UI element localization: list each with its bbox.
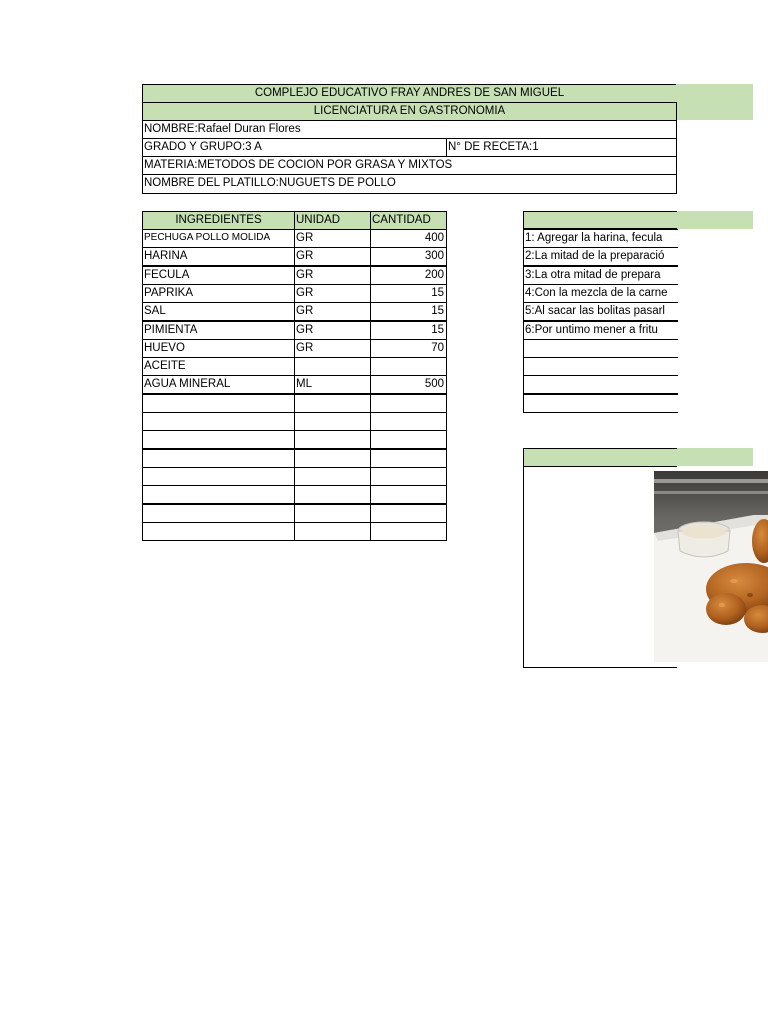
ingredient-unit [294,394,371,413]
ingredient-unit: GR [294,302,371,321]
procedure-step [523,375,678,394]
ingredient-name [142,412,295,431]
col-header-quantity: CANTIDAD [370,211,447,230]
ingredient-quantity: 15 [370,302,447,321]
ingredient-unit [294,412,371,431]
ingredient-name: FECULA [142,266,295,285]
ingredient-unit: GR [294,247,371,266]
procedure-step: 5:Al sacar las bolitas pasarl [523,302,678,321]
subject: MATERIA:METODOS DE COCION POR GRASA Y MIXTOS [142,156,677,175]
photo-header-line [523,466,677,467]
ingredient-unit [294,504,371,523]
ingredient-quantity [370,357,447,376]
ingredient-quantity: 70 [370,339,447,358]
ingredient-unit: GR [294,229,371,248]
ingredient-quantity [370,449,447,468]
ingredient-unit [294,449,371,468]
ingredient-name: PECHUGA POLLO MOLIDA [142,229,295,248]
ingredient-name: SAL [142,302,295,321]
ingredient-unit [294,467,371,486]
col-header-unit: UNIDAD [294,211,371,230]
procedure-step: 6:Por untimo mener a fritu [523,321,678,340]
ingredient-name: HARINA [142,247,295,266]
ingredient-name [142,394,295,413]
ingredient-quantity: 500 [370,375,447,394]
student-name: NOMBRE:Rafael Duran Flores [142,120,677,139]
ingredient-quantity [370,522,447,541]
procedure-step: 3:La otra mitad de prepara [523,266,678,285]
ingredient-quantity [370,430,447,449]
dish-name: NOMBRE DEL PLATILLO:NUGUETS DE POLLO [142,174,677,194]
ingredient-name: ACEITE [142,357,295,376]
ingredient-unit [294,522,371,541]
procedure-step: 2:La mitad de la preparació [523,247,678,266]
ingredient-name [142,449,295,468]
ingredient-name [142,485,295,504]
header-green-extension [676,84,753,120]
ingredient-name: PAPRIKA [142,284,295,303]
procedure-step [523,394,678,413]
ingredient-unit: GR [294,284,371,303]
program-title: LICENCIATURA EN GASTRONOMIA [142,102,677,121]
ingredient-name [142,467,295,486]
ingredient-unit: GR [294,266,371,285]
ingredient-unit [294,430,371,449]
procedure-step: 4:Con la mezcla de la carne [523,284,678,303]
grade-group: GRADO Y GRUPO:3 A [142,138,447,157]
ingredient-name [142,504,295,523]
ingredient-quantity: 15 [370,284,447,303]
ingredient-quantity: 200 [370,266,447,285]
nuggets-photo [654,471,768,662]
ingredient-quantity [370,504,447,523]
ingredient-unit: GR [294,339,371,358]
ingredient-name [142,522,295,541]
ingredient-quantity [370,412,447,431]
procedure-step [523,357,678,376]
school-title: COMPLEJO EDUCATIVO FRAY ANDRES DE SAN MIGUEL [142,84,677,103]
col-header-ingredients: INGREDIENTES [142,211,295,230]
ingredient-quantity: 400 [370,229,447,248]
ingredient-quantity [370,485,447,504]
ingredient-name: PIMIENTA [142,321,295,340]
procedure-step: 1: Agregar la harina, fecula [523,229,678,248]
recipe-number: N° DE RECETA:1 [446,138,677,157]
ingredient-unit [294,357,371,376]
ingredient-quantity: 300 [370,247,447,266]
ingredient-quantity [370,467,447,486]
ingredient-unit: GR [294,321,371,340]
ingredient-unit [294,485,371,504]
procedure-step [523,339,678,358]
ingredient-unit: ML [294,375,371,394]
ingredient-name [142,430,295,449]
procedure-header-border [523,211,677,229]
ingredient-name: HUEVO [142,339,295,358]
ingredient-quantity [370,394,447,413]
ingredient-quantity: 15 [370,321,447,340]
ingredient-name: AGUA MINERAL [142,375,295,394]
